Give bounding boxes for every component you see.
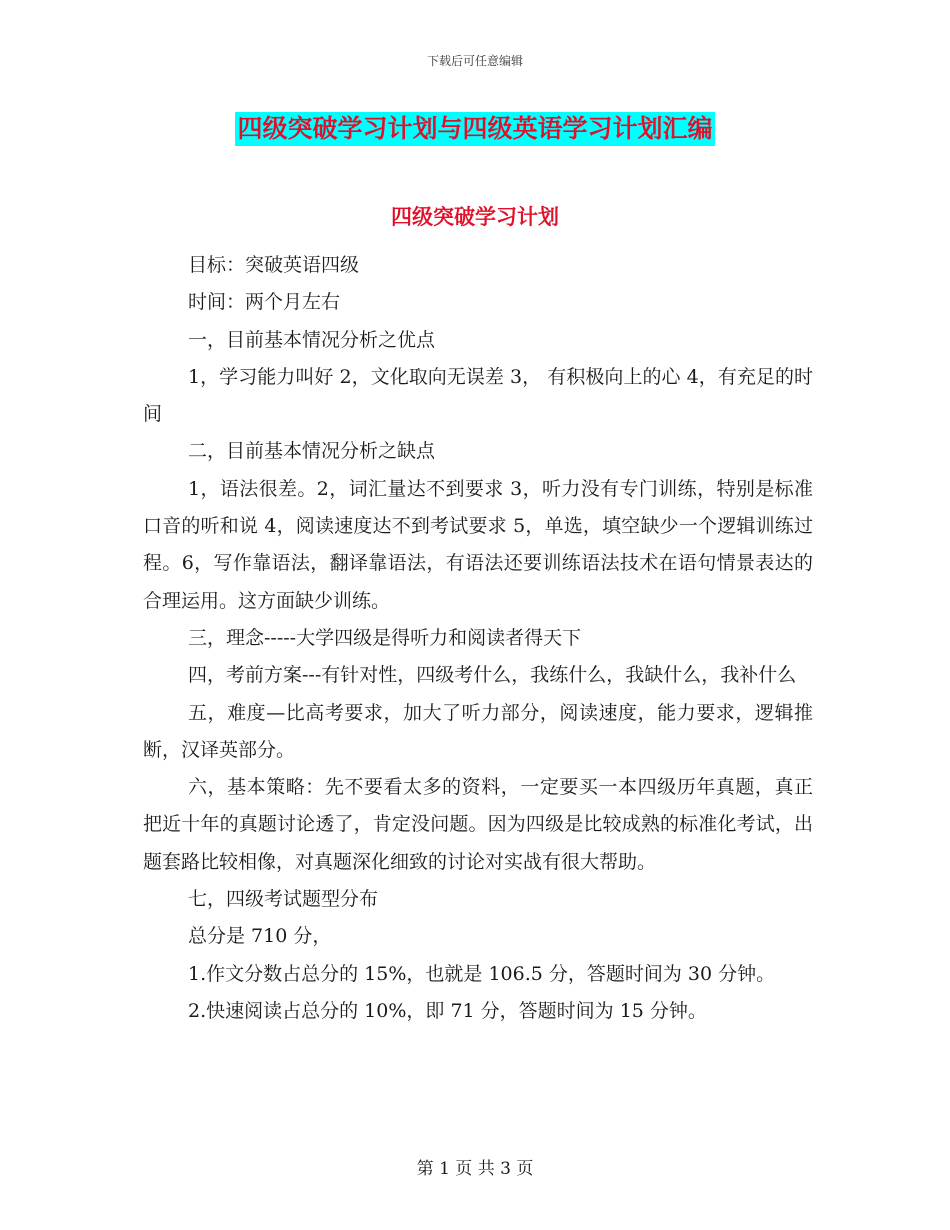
paragraph-fast-reading-score: 2.快速阅读占总分的 10%，即 71 分，答题时间为 15 分钟。: [188, 999, 707, 1022]
document-body: [143, 247, 813, 1030]
page-header-note: 下载后可任意编辑: [426, 54, 523, 68]
paragraph-question-types-heading: 七，四级考试题型分布: [188, 888, 379, 911]
paragraph-weaknesses: 1，语法很差。2，词汇量达不到要求 3，听力没有专门训练，特别是标准口音的听和说 4，阅读速度达不到考试要求 5，单选，填空缺少一个逻辑训练过程。6，写作靠语法，翻译靠语法，有语法还要训练语法技术在语句情景表达的合理运用。这方面缺少训练。: [143, 477, 813, 612]
paragraph-time: 时间：两个月左右: [188, 291, 341, 314]
paragraph-heading-strengths: 一，目前基本情况分析之优点: [188, 328, 436, 351]
section-title: 四级突破学习计划: [391, 205, 559, 229]
paragraph-heading-weaknesses: 二，目前基本情况分析之缺点: [188, 440, 436, 463]
paragraph-strategy: 六，基本策略：先不要看太多的资料，一定要买一本四级历年真题，真正把近十年的真题讨论透了，肯定没问题。因为四级是比较成熟的标准化考试，出题套路比较相像，对真题深化细致的讨论对实战有很大帮助。: [143, 776, 813, 873]
paragraph-difficulty: 五，难度—比高考要求，加大了听力部分，阅读速度，能力要求，逻辑推断，汉译英部分。: [143, 701, 813, 761]
paragraph-pre-exam-plan: 四，考前方案---有针对性，四级考什么，我练什么，我缺什么，我补什么: [188, 664, 797, 687]
page-footer: 第 1 页 共 3 页: [416, 1159, 534, 1179]
paragraph-philosophy: 三，理念-----大学四级是得听力和阅读者得天下: [188, 626, 582, 649]
main-title-container: [0, 112, 950, 146]
paragraph-strengths: 1，学习能力叫好 2，文化取向无误差 3， 有积极向上的心 4，有充足的时间: [143, 365, 813, 426]
document-title: 四级突破学习计划与四级英语学习计划汇编: [235, 112, 714, 146]
paragraph-total-score: 总分是 710 分，: [188, 925, 332, 948]
paragraph-writing-score: 1.作文分数占总分的 15%，也就是 106.5 分，答题时间为 30 分钟。: [188, 962, 776, 985]
paragraph-goal: 目标：突破英语四级: [188, 254, 360, 276]
